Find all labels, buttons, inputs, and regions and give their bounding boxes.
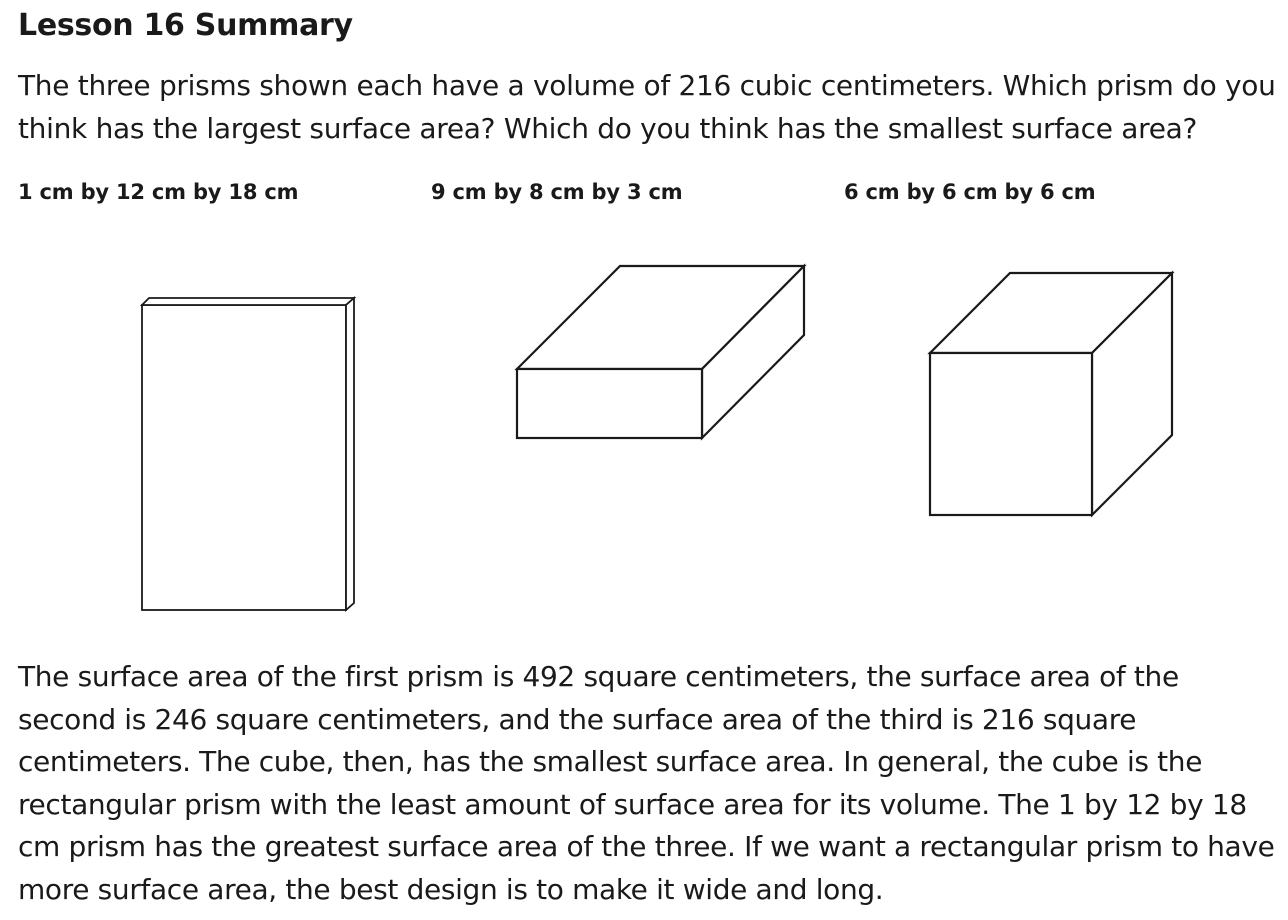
- summary-paragraph: The surface area of the first prism is 492 square centimeters, the surface area of the second is 246 square centimeters, and the surface area of the third is 216 square centimeters. The cube, then, has the smallest surface area. In general, the cube is the rectangular prism with the least amount of surface area for its volume. The 1 by 12 by 18 cm prism has the greatest surface area of the three. If we want a rectangular prism to have more surface area, the best design is to make it wide and long.: [18, 660, 1275, 906]
- prism-1-top-face: [142, 298, 354, 305]
- prism-1-front-face: [142, 305, 346, 610]
- intro-paragraph: The three prisms shown each have a volume of 216 cubic centimeters. Which prism do you think has the largest surface area? Which do you think has the smallest surface area?: [18, 69, 1276, 145]
- prism-3-dimensions-label: 6 cm by 6 cm by 6 cm: [844, 180, 1096, 204]
- prism-2-flat-box: [517, 266, 804, 438]
- prism-2-front-face: [517, 369, 702, 438]
- prism-1-dimensions-label: 1 cm by 12 cm by 18 cm: [18, 180, 299, 204]
- prism-2-dimensions-label: 9 cm by 8 cm by 3 cm: [431, 180, 683, 204]
- prism-3-front-face: [930, 353, 1092, 515]
- prism-1-side-face: [346, 298, 354, 610]
- prism-3-cube: [930, 273, 1172, 515]
- page-title: Lesson 16 Summary: [18, 8, 353, 43]
- prism-1-thin-slab: [142, 298, 354, 610]
